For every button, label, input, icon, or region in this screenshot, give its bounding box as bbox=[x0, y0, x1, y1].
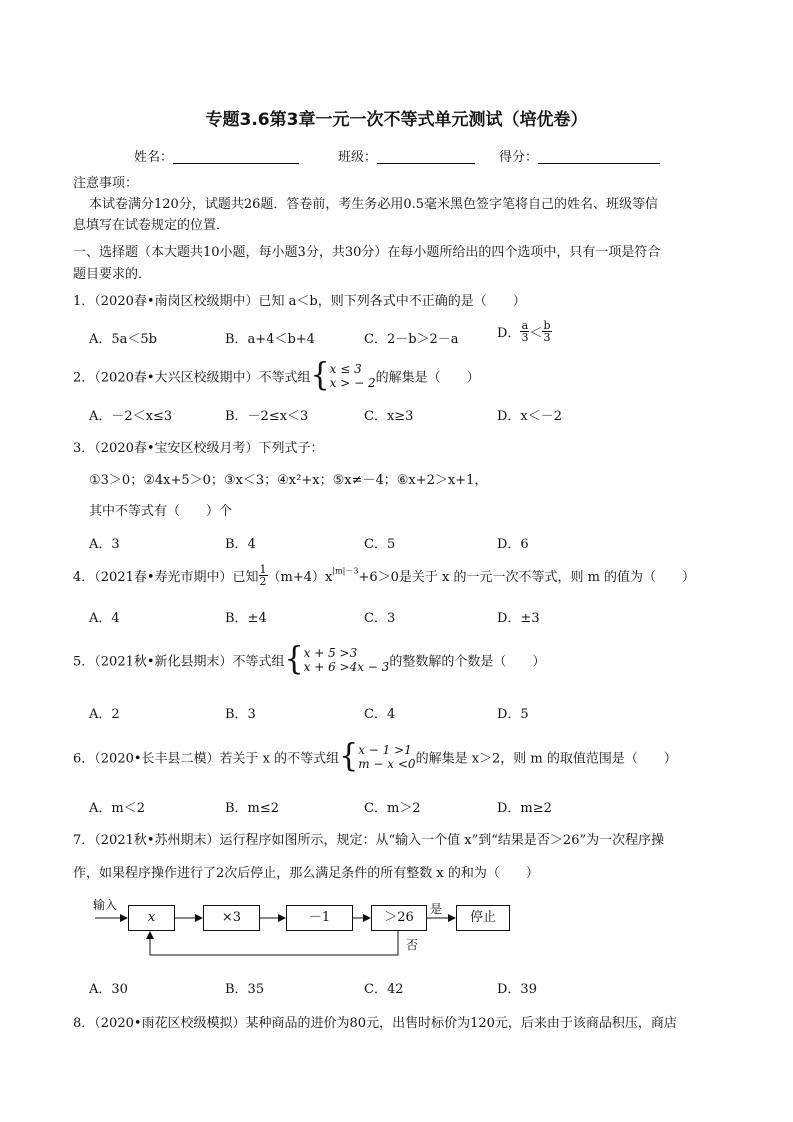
q2-brace: { bbox=[310, 357, 330, 394]
q1-frac-1: $\frac{a}{3}$ bbox=[521, 319, 529, 344]
q2-option-b[interactable]: B．－2≤x＜3 bbox=[225, 409, 309, 424]
flow-yes-label: 是 bbox=[430, 902, 443, 916]
question-3-ask: 其中不等式有（ ）个 bbox=[89, 504, 233, 519]
question-6-stem: 6．（2020•长丰县二模）若关于 x 的不等式组{ x − 1 >1 m − x <0 的解集是 x＞2，则 m 的取值范围是（ ） bbox=[73, 738, 677, 775]
page-title: 专题3.6第3章一元一次不等式单元测试（培优卷） bbox=[205, 110, 588, 130]
q4-fraction: $\frac{1}{2}$ bbox=[259, 563, 267, 588]
section-heading: 一、选择题（本大题共10小题，每小题3分，共30分）在每小题所给出的四个选项中，只有一项是符合 bbox=[73, 245, 661, 260]
q6-system: x − 1 >1 m − x <0 bbox=[358, 743, 416, 771]
q5-option-c[interactable]: C．4 bbox=[364, 707, 396, 722]
notes-line-2: 息填写在试卷规定的位置． bbox=[73, 218, 230, 233]
flow-box-x: x bbox=[128, 905, 175, 931]
flow-box-stop: 停止 bbox=[456, 905, 510, 931]
flow-no-label: 否 bbox=[406, 938, 419, 952]
flow-input-label: 输入 bbox=[93, 898, 118, 912]
q1-relation: ＜ bbox=[529, 326, 543, 341]
q3-option-c[interactable]: C．5 bbox=[364, 537, 396, 552]
q5-option-d[interactable]: D．5 bbox=[497, 707, 529, 722]
q7-option-b[interactable]: B．35 bbox=[225, 982, 265, 997]
notes-heading: 注意事项： bbox=[73, 176, 139, 191]
q2-option-a[interactable]: A．－2＜x≤3 bbox=[89, 409, 173, 424]
question-1-stem: 1．（2020春•南岗区校级期中）已知 a＜b，则下列各式中不正确的是（ ） bbox=[73, 294, 526, 309]
score-label: 得分： bbox=[499, 150, 539, 165]
section-heading-cont: 题目要求的． bbox=[73, 267, 152, 282]
q5-option-b[interactable]: B．3 bbox=[225, 707, 256, 722]
q4-exponent: |m|－3 bbox=[332, 566, 359, 576]
q3-option-b[interactable]: B．4 bbox=[225, 537, 256, 552]
q6-brace: { bbox=[339, 738, 359, 775]
flow-box-compare: ＞26 bbox=[371, 905, 427, 931]
q3-option-a[interactable]: A．3 bbox=[89, 537, 120, 552]
q2-option-c[interactable]: C．x≥3 bbox=[364, 409, 414, 424]
q6-option-d[interactable]: D．m≥2 bbox=[497, 801, 552, 816]
q7-option-a[interactable]: A．30 bbox=[89, 982, 128, 997]
q6-option-b[interactable]: B．m≤2 bbox=[225, 801, 280, 816]
q4-option-d[interactable]: D．±3 bbox=[497, 611, 540, 626]
q6-option-a[interactable]: A．m＜2 bbox=[89, 801, 145, 816]
notes-line-1: 本试卷满分120分，试题共26题．答卷前，考生务必用0.5毫米黑色签字笔将自己的姓名、班级等信 bbox=[89, 197, 659, 212]
class-label: 班级： bbox=[338, 150, 378, 165]
q5-system: x + 5 >3 x + 6 >4x − 3 bbox=[303, 646, 390, 674]
q1-frac-2: $\frac{b}{3}$ bbox=[543, 319, 551, 344]
q4-option-c[interactable]: C．3 bbox=[364, 611, 396, 626]
q1-option-c[interactable]: C．2－b＞2－a bbox=[364, 332, 459, 347]
q1-option-d-label: D． bbox=[497, 326, 521, 341]
flow-box-subtract: －1 bbox=[286, 905, 353, 931]
question-2-stem: 2．（2020春•大兴区校级期中）不等式组{ x ≤ 3 x > − 2 的解集是（ ） bbox=[73, 357, 480, 394]
question-7-line-1: 7．（2021秋•苏州期末）运行程序如图所示，规定：从“输入一个值 x”到“结果是否＞26”为一次程序操 bbox=[73, 833, 665, 848]
name-label: 姓名： bbox=[134, 150, 174, 165]
q2-option-d[interactable]: D．x＜－2 bbox=[497, 409, 563, 424]
question-4-stem: 4．（2021春•寿光市期中）已知 $\frac{1}{2}$ $(m+4)x^{|m|-3}+6>0$是关于 x 的一元一次不等式，则 m 的值为（ ） bbox=[73, 563, 696, 588]
question-8-line-1: 8．（2020•雨花区校级模拟）某种商品的进价为80元，出售时标价为120元，后来由于该商品积压，商店 bbox=[73, 1016, 677, 1031]
q4-option-a[interactable]: A．4 bbox=[89, 611, 120, 626]
q6-option-c[interactable]: C．m＞2 bbox=[364, 801, 421, 816]
q3-option-d[interactable]: D．6 bbox=[497, 537, 529, 552]
q1-option-a[interactable]: A．5a＜5b bbox=[89, 332, 158, 347]
question-3-items: ①3＞0；②4x+5＞0；③x＜3；④x²+x；⑤x≠－4；⑥x+2＞x+1， bbox=[89, 473, 488, 488]
q4-option-b[interactable]: B．±4 bbox=[225, 611, 267, 626]
q5-option-a[interactable]: A．2 bbox=[89, 707, 120, 722]
flow-box-multiply: ×3 bbox=[203, 905, 260, 931]
q2-system: x ≤ 3 x > − 2 bbox=[329, 362, 376, 390]
question-7-line-2: 作，如果程序操作进行了2次后停止，那么满足条件的所有整数 x 的和为（ ） bbox=[73, 866, 539, 881]
q7-option-d[interactable]: D．39 bbox=[497, 982, 537, 997]
q5-brace: { bbox=[284, 641, 304, 678]
question-5-stem: 5．（2021秋•新化县期末）不等式组{ x + 5 >3 x + 6 >4x − 3 的整数解的个数是（ ） bbox=[73, 641, 546, 678]
q1-option-b[interactable]: B．a+4＜b+4 bbox=[225, 332, 315, 347]
question-3-stem: 3．（2020春•宝安区校级月考）下列式子： bbox=[73, 441, 324, 456]
q7-option-c[interactable]: C．42 bbox=[364, 982, 404, 997]
